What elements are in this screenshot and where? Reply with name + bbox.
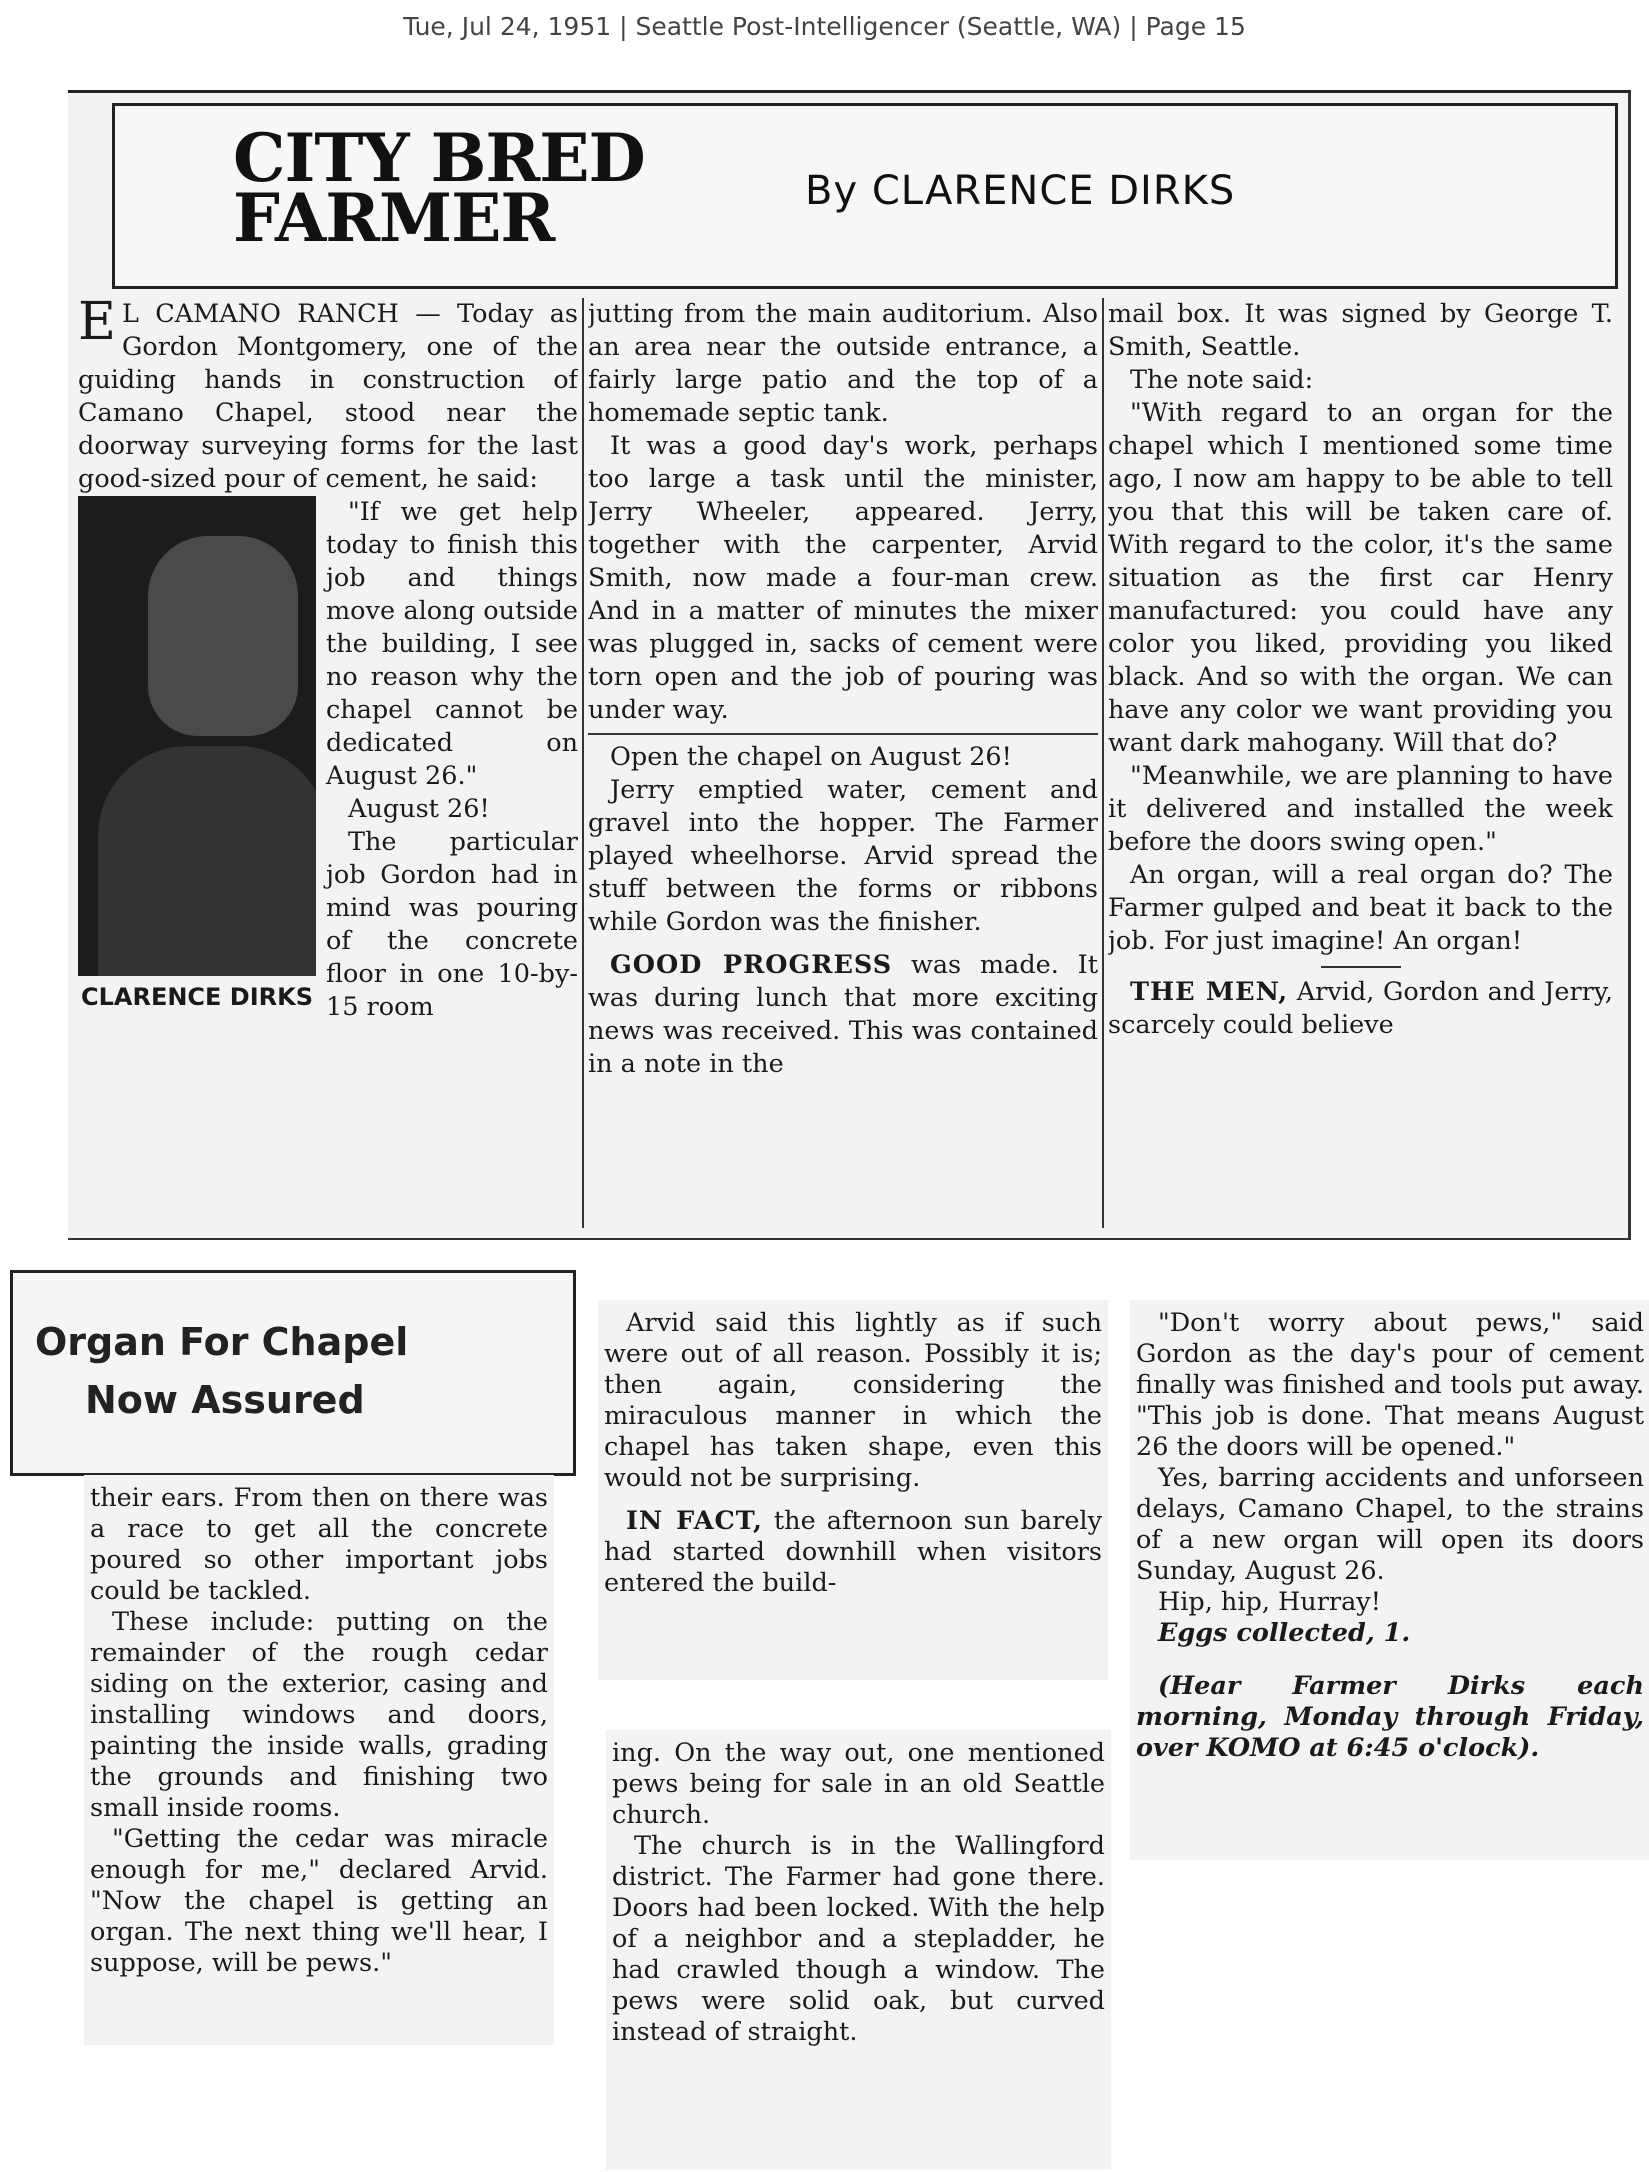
paragraph: "With regard to an organ for the chapel which I mentioned some time ago, I now am happy to be able to tell you that this will be taken care of. With regard to the color, it's the same situation as the first car Henry manufactured: you could have any color you liked, providing you liked black. And so with the organ. We can have any color we want providing you want dark mahogany. Will that do?	[1108, 398, 1613, 758]
logo-line2: FARMER	[233, 179, 555, 257]
text-block	[612, 1738, 1105, 2048]
portrait-shoulder-shape	[98, 746, 316, 976]
paragraph: These include: putting on the remainder of the rough cedar siding on the exterior, casing and installing windows and doors, painting the inside walls, grading the grounds and finishing two small inside rooms.	[90, 1607, 548, 1823]
paragraph: August 26!	[348, 794, 490, 824]
paragraph: "Getting the cedar was miracle enough for me," declared Arvid. "Now the chapel is getting an organ. The next thing we'll hear, I suppose, will be pews."	[90, 1824, 548, 1978]
paragraph: The church is in the Wallingford district. The Farmer had gone there. Doors had been locked. With the help of a neighbor and a stepladder, he had crawled though a window. The pews were solid oak, but curved instead of straight.	[612, 1831, 1105, 2047]
portrait-head-shape	[148, 536, 298, 736]
paragraph: "If we get help today to finish this job and things move along outside the building, I see no reason why the chapel cannot be dedicated on August 26."	[326, 497, 578, 791]
column-3	[1108, 298, 1613, 1228]
logo-line1: CITY BRED	[233, 119, 645, 197]
divider	[588, 733, 1098, 735]
column-2	[588, 298, 1098, 1228]
column-rule	[1102, 298, 1104, 1228]
paragraph-text: L CAMANO RANCH — Today as Gordon Montgomery, one of the guiding hands in construction of Camano Chapel, stood near the doorway surveying forms for the last good-sized pour of cement, he said:	[78, 299, 578, 494]
paragraph-lead: IN FACT,	[626, 1506, 763, 1536]
paragraph: The note said:	[1130, 365, 1314, 395]
author-photo	[78, 496, 316, 1026]
paragraph: "Meanwhile, we are planning to have it delivered and installed the week before the doors swing open."	[1108, 761, 1613, 857]
paragraph-text: Arvid, Gordon and Jerry, scarcely could believe	[1108, 977, 1613, 1040]
article-clipping-left	[84, 1475, 554, 2045]
subheadline-line2: Now Assured	[85, 1378, 365, 1422]
paragraph: their ears. From then on there was a race to get all the concrete poured so other important jobs could be tackled.	[90, 1483, 548, 1606]
paragraph: (Hear Farmer Dirks each morning, Monday through Friday, over KOMO at 6:45 o'clock).	[1136, 1671, 1644, 1763]
source-line: Tue, Jul 24, 1951 | Seattle Post-Intelligencer (Seattle, WA) | Page 15	[403, 12, 1246, 41]
portrait-image	[78, 496, 316, 976]
paragraph: ing. On the way out, one mentioned pews being for sale in an old Seattle church.	[612, 1738, 1105, 1830]
subheadline	[35, 1313, 408, 1429]
paragraph-text: was made. It was during lunch that more exciting news was received. This was contained in a note in the	[588, 950, 1098, 1079]
paragraph	[588, 949, 1098, 1081]
divider	[1321, 966, 1401, 968]
paragraph	[604, 1506, 1102, 1599]
paragraph: "Don't worry about pews," said Gordon as the day's pour of cement finally was finished and tools put away. "This job is done. That means August 26 the doors will be opened."	[1136, 1308, 1644, 1462]
paragraph: The particular job Gordon had in mind was pouring of the concrete floor in one 10-by-15 room	[326, 827, 578, 1022]
paragraph: Arvid said this lightly as if such were out of all reason. Possibly it is; then again, considering the miraculous manner in which the chapel has taken shape, even this would not be surprising.	[604, 1308, 1102, 1493]
paragraph: An organ, will a real organ do? The Farmer gulped and beat it back to the job. For just imagine! An organ!	[1108, 860, 1613, 956]
paragraph-text: the afternoon sun barely had started downhill when visitors entered the build-	[604, 1506, 1102, 1598]
paragraph: jutting from the main auditorium. Also an area near the outside entrance, a fairly large patio and the top of a homemade septic tank.	[588, 299, 1098, 428]
photo-caption: CLARENCE DIRKS	[80, 983, 314, 1011]
paragraph: Yes, barring accidents and unforseen delays, Camano Chapel, to the strains of a new organ will open its doors Sunday, August 26.	[1136, 1463, 1644, 1586]
column-logo	[233, 119, 645, 257]
paragraph: Eggs collected, 1.	[1158, 1618, 1411, 1648]
column-1	[78, 298, 578, 1228]
column-banner	[112, 103, 1618, 289]
paragraph	[1108, 976, 1613, 1042]
article-clipping-middle-bottom	[606, 1730, 1111, 2170]
column-rule	[582, 298, 584, 1228]
subheadline-clipping	[10, 1270, 576, 1476]
paragraph-lead: GOOD PROGRESS	[610, 950, 893, 980]
drop-cap: E	[78, 298, 116, 352]
paragraph: Hip, hip, Hurray!	[1158, 1587, 1381, 1617]
article-clipping-right	[1130, 1300, 1649, 1860]
paragraph	[78, 298, 578, 496]
article-clipping-middle-top	[598, 1300, 1108, 1680]
paragraph: Jerry emptied water, cement and gravel into the hopper. The Farmer played wheelhorse. Arvid spread the stuff between the forms or ribbons while Gordon was the finisher.	[588, 775, 1098, 937]
text-block	[90, 1483, 548, 1979]
subheadline-line1: Organ For Chapel	[35, 1320, 409, 1364]
paragraph: Open the chapel on August 26!	[610, 742, 1012, 772]
text-block	[604, 1308, 1102, 1599]
article-clipping-top	[68, 90, 1631, 1240]
text-block	[1136, 1308, 1644, 1764]
byline: By CLARENCE DIRKS	[805, 168, 1236, 214]
paragraph: It was a good day's work, perhaps too large a task until the minister, Jerry Wheeler, appeared. Jerry, together with the carpenter, Arvid Smith, now made a four-man crew. And in a matter of minutes the mixer was plugged in, sacks of cement were torn open and the job of pouring was under way.	[588, 431, 1098, 725]
paragraph: mail box. It was signed by George T. Smith, Seattle.	[1108, 299, 1613, 362]
paragraph-lead: THE MEN,	[1130, 977, 1289, 1007]
